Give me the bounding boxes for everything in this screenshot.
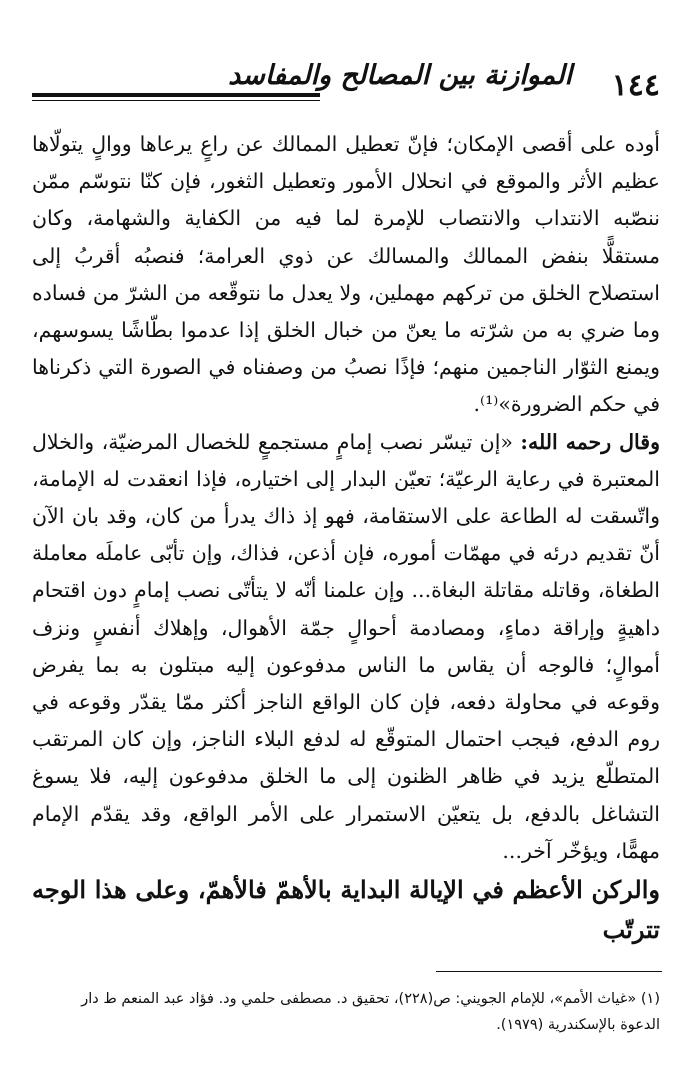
paragraph-2-text: «إن تيسّر نصب إمامٍ مستجمعٍ للخصال المرضيّة، والخلال المعتبرة في رعاية الرعيّة؛ تعيّن البدار إلى اختياره، فإذا انعقدت له الإمامة، واتّسقت له الطاعة على الاستقامة، فهو إذ ذاك يدرأ من كان، وقد بان الآن أنّ تقديم درئه في مهمّات أموره، فإن أذعن، فذاك، وإن تأبّى عاملَه معاملة الطغاة، وقاتله مقاتلة البغاة... وإن علمنا أنّه لا يتأتّى نصب إمامٍ دون اقتحام داهيةٍ وإراقة دماءٍ، ومصادمة أحوالٍ جمّة الأهوال، وإهلاك أنفسٍ ونزف أموالٍ؛ فالوجه أن يقاس ما الناس مدفوعون إليه مبتلون به بما يفرض وقوعه في محاولة دفعه، فإن كان الواقع الناجز أكثر ممّا يقدّر وقوعه في روم الدفع، فيجب احتمال المتوقّع له لدفع البلاء الناجز، وإن كان المرتقب المتطلّع يزيد في ظاهر الظنون إلى ما الخلق مدفوعون إليه، فلا يسوغ التشاغل بالدفع، بل يتعيّن الاستمرار على الأمر الواقع، وقد يقدّم الإمام مهمًّا، ويؤخّر آخر... — [32, 429, 660, 863]
page-header — [32, 62, 660, 106]
footnote — [32, 986, 660, 1038]
paragraph-2 — [32, 424, 660, 870]
paragraph-1: أوده على أقصى الإمكان؛ فإنّ تعطيل الممالك عن راعٍ يرعاها ووالٍ يتولّاها عظيم الأثر والموقع في انحلال الأمور وتعطيل الثغور، فإن كنّا نتوسّم ممّن ننصّبه الانتداب والانتصاب للإمرة لما فيه من الكفاية والشهامة، وكان مستقلًّا بنفض الممالك والمسالك عن ذوي العرامة؛ فنصبُه أقربُ إلى استصلاح الخلق من تركهم مهملين، ولا يعدل ما نتوقّعه من الشرّ من فساده وما ضري به من شرّته ما يعنّ من خبال الخلق إذا عدموا بطّاشًا يسوسهم، ويمنع الثوّار الناجمين منهم؛ فإذًا نصبُ من وصفناه في الصورة التي ذكرناها في حكم الضرورة»⁽¹⁾. — [32, 132, 660, 417]
running-title: الموازنة بين المصالح والمفاسد — [228, 60, 572, 91]
closing-bold-line: والركن الأعظم في الإيالة البداية بالأهمّ فالأهمّ، وعلى هذا الوجه تترتّب — [32, 875, 660, 945]
page-number: ١٤٤ — [611, 68, 660, 103]
header-rule-thin — [32, 100, 320, 101]
header-rule — [32, 93, 320, 97]
footnote-line-2: الدعوة بالإسكندرية (١٩٧٩). — [496, 1017, 660, 1033]
paragraph-2-lead: وقال رحمه الله: — [520, 429, 660, 454]
main-text — [32, 126, 660, 950]
footnote-line-1: (١) «غياث الأمم»، للإمام الجويني: ص(٢٢٨)، تحقيق د. مصطفى حلمي ود. فؤاد عبد المنعم ط دار — [81, 991, 660, 1007]
footnote-separator — [436, 971, 662, 972]
